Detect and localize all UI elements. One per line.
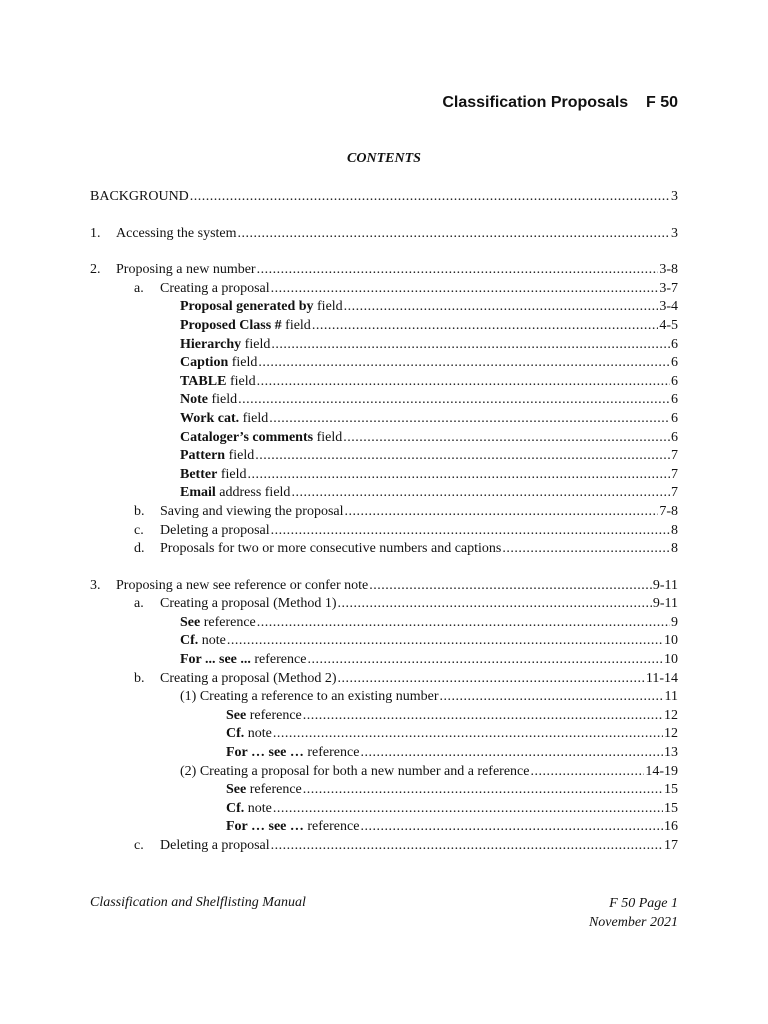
toc-entry-page: 12	[664, 726, 678, 742]
toc-entry-page: 9-11	[652, 577, 678, 593]
toc-leader-dots	[360, 818, 663, 837]
toc-entry-page: 6	[671, 373, 678, 389]
toc-entry-page: 8	[671, 522, 678, 538]
toc-entry-number: c.	[134, 522, 144, 538]
toc-entry	[90, 540, 678, 559]
toc-leader-dots	[303, 707, 663, 726]
document-title: Classification Proposals F 50	[442, 94, 678, 111]
toc-leader-dots	[257, 614, 670, 633]
toc-entry-page: 3-8	[659, 262, 678, 278]
toc-leader-dots	[271, 837, 663, 856]
toc-entry-page: 15	[664, 782, 678, 798]
toc-entry	[90, 225, 678, 244]
toc-leader-dots	[502, 540, 670, 559]
footer-date: November 2021	[588, 914, 678, 930]
toc-entry-label: Cf. note	[180, 633, 226, 649]
toc-leader-dots	[369, 577, 652, 596]
toc-leader-dots	[257, 261, 659, 280]
toc-entry	[90, 522, 678, 541]
toc-leader-dots	[343, 429, 670, 448]
toc-entry-label: Better field	[180, 466, 247, 482]
toc-entry-label: BACKGROUND	[90, 189, 189, 204]
toc-entry-number: a.	[134, 596, 144, 612]
toc-leader-dots	[190, 188, 670, 207]
toc-entry	[90, 280, 678, 299]
toc-entry-page: 7-8	[659, 503, 678, 519]
toc-entry-label: See reference	[226, 782, 302, 798]
toc-entry-page: 15	[664, 800, 678, 816]
toc-entry-page: 17	[664, 838, 678, 853]
toc-entry	[90, 800, 678, 819]
toc-leader-dots	[271, 336, 670, 355]
toc-entry	[90, 595, 678, 614]
toc-entry-page: 6	[671, 355, 678, 371]
toc-entry-label: Cf. note	[226, 726, 272, 742]
toc-entry-label: Note field	[180, 392, 238, 408]
toc-entry-number: b.	[134, 670, 145, 686]
toc-entry	[90, 837, 678, 856]
toc-entry	[90, 503, 678, 522]
toc-leader-dots	[312, 317, 659, 336]
toc-entry-number: b.	[134, 503, 145, 519]
toc-leader-dots	[440, 688, 664, 707]
toc-entry	[90, 484, 678, 503]
toc-leader-dots	[345, 503, 659, 522]
toc-entry-page: 7	[671, 466, 678, 482]
toc-entry-page: 9-11	[652, 596, 678, 612]
toc-leader-dots	[303, 781, 663, 800]
toc-entry	[90, 429, 678, 448]
toc-entry-page: 6	[671, 392, 678, 408]
toc-entry-label: Creating a proposal (Method 1)	[160, 596, 337, 612]
toc-leader-dots	[530, 763, 644, 782]
toc-entry-label: For … see … reference	[226, 819, 360, 835]
toc-entry-label: For ... see ... reference	[180, 652, 307, 668]
toc-entry-page: 6	[671, 410, 678, 426]
toc-leader-dots	[269, 410, 670, 429]
toc-entry	[90, 818, 678, 837]
toc-leader-dots	[307, 651, 663, 670]
toc-entry-page: 14-19	[645, 763, 678, 779]
toc-entry-label: Saving and viewing the proposal	[160, 503, 344, 519]
toc-entry-label: (1) Creating a reference to an existing number	[180, 689, 439, 705]
toc-entry-page: 4-5	[659, 317, 678, 333]
toc-entry	[90, 763, 678, 782]
toc-entry-label: Accessing the system	[116, 225, 237, 241]
toc-entry	[90, 577, 678, 596]
toc-entry	[90, 632, 678, 651]
toc-entry	[90, 261, 678, 280]
toc-entry	[90, 725, 678, 744]
toc-entry	[90, 651, 678, 670]
toc-leader-dots	[238, 391, 670, 410]
toc-entry	[90, 298, 678, 317]
toc-entry	[90, 707, 678, 726]
toc-entry-label: Deleting a proposal	[160, 838, 270, 853]
toc-entry-label: For … see … reference	[226, 745, 360, 761]
toc-leader-dots	[338, 595, 652, 614]
toc-entry-label: Pattern field	[180, 448, 255, 464]
toc-entry	[90, 373, 678, 392]
toc-entry-label: Cf. note	[226, 800, 272, 816]
toc-entry	[90, 410, 678, 429]
toc-entry-label: Creating a proposal	[160, 280, 270, 296]
toc-entry-label: Cataloger’s comments field	[180, 429, 343, 445]
toc-entry	[90, 466, 678, 485]
toc-entry-page: 6	[671, 429, 678, 445]
toc-entry-label: Deleting a proposal	[160, 522, 270, 538]
toc-entry	[90, 188, 678, 207]
toc-entry-page: 8	[671, 541, 678, 557]
toc-entry	[90, 317, 678, 336]
toc-entry-page: 3	[671, 189, 678, 204]
toc-entry-label: Proposals for two or more consecutive numbers and captions	[160, 541, 502, 557]
toc-entry-label: Proposing a new see reference or confer note	[116, 577, 369, 593]
toc-leader-dots	[257, 373, 670, 392]
toc-leader-dots	[360, 744, 663, 763]
toc-entry-page: 3-7	[659, 280, 678, 296]
toc-entry	[90, 781, 678, 800]
toc-leader-dots	[338, 670, 645, 689]
toc-entry-label: Creating a proposal (Method 2)	[160, 670, 337, 686]
toc-entry-label: Proposal generated by field	[180, 299, 343, 315]
footer-manual-name: Classification and Shelflisting Manual	[90, 895, 306, 910]
toc-leader-dots	[273, 800, 663, 819]
toc-entry-page: 6	[671, 336, 678, 352]
toc-entry-label: Hierarchy field	[180, 336, 271, 352]
toc-entry-page: 12	[664, 707, 678, 723]
toc-entry-number: 1.	[90, 225, 101, 241]
toc-entry-page: 3	[671, 225, 678, 241]
toc-entry-label: Email address field	[180, 485, 291, 501]
toc-leader-dots	[238, 225, 670, 244]
toc-entry-page: 9	[671, 614, 678, 630]
toc-leader-dots	[271, 280, 659, 299]
contents-heading: CONTENTS	[347, 151, 421, 166]
toc-entry-number: 3.	[90, 577, 101, 593]
toc-entry-label: Proposing a new number	[116, 262, 256, 278]
toc-entry-page: 3-4	[659, 299, 678, 315]
toc-entry-page: 7	[671, 448, 678, 464]
toc-entry	[90, 354, 678, 373]
toc-entry-page: 10	[664, 633, 678, 649]
toc-entry	[90, 688, 678, 707]
toc-entry-label: Caption field	[180, 355, 258, 371]
toc-leader-dots	[247, 466, 670, 485]
toc-entry-label: See reference	[226, 707, 302, 723]
toc-entry-page: 16	[664, 819, 678, 835]
toc-entry-label: Work cat. field	[180, 410, 269, 426]
toc-entry-label: TABLE field	[180, 373, 256, 389]
toc-leader-dots	[273, 725, 663, 744]
toc-entry-page: 10	[664, 652, 678, 668]
toc-entry-label: Proposed Class # field	[180, 317, 311, 333]
toc-entry-label: See reference	[180, 614, 256, 630]
footer-page-number: F 50 Page 1	[609, 896, 678, 911]
toc-leader-dots	[271, 522, 670, 541]
toc-entry-number: d.	[134, 541, 145, 557]
toc-entry-number: 2.	[90, 262, 101, 278]
toc-entry	[90, 614, 678, 633]
toc-entry	[90, 744, 678, 763]
toc-entry-page: 11	[664, 689, 678, 705]
toc-entry-page: 11-14	[645, 670, 678, 686]
toc-leader-dots	[344, 298, 659, 317]
toc-entry-page: 13	[664, 745, 678, 761]
toc-entry	[90, 391, 678, 410]
footer-page-info	[589, 895, 678, 932]
table-of-contents	[90, 188, 678, 856]
toc-leader-dots	[258, 354, 670, 373]
toc-entry-page: 7	[671, 485, 678, 501]
toc-entry-label: (2) Creating a proposal for both a new number and a reference	[180, 763, 530, 779]
toc-leader-dots	[227, 632, 663, 651]
toc-entry-number: c.	[134, 838, 144, 853]
toc-entry	[90, 336, 678, 355]
toc-entry	[90, 670, 678, 689]
toc-entry-number: a.	[134, 280, 144, 296]
toc-entry	[90, 447, 678, 466]
toc-leader-dots	[291, 484, 670, 503]
toc-leader-dots	[255, 447, 670, 466]
